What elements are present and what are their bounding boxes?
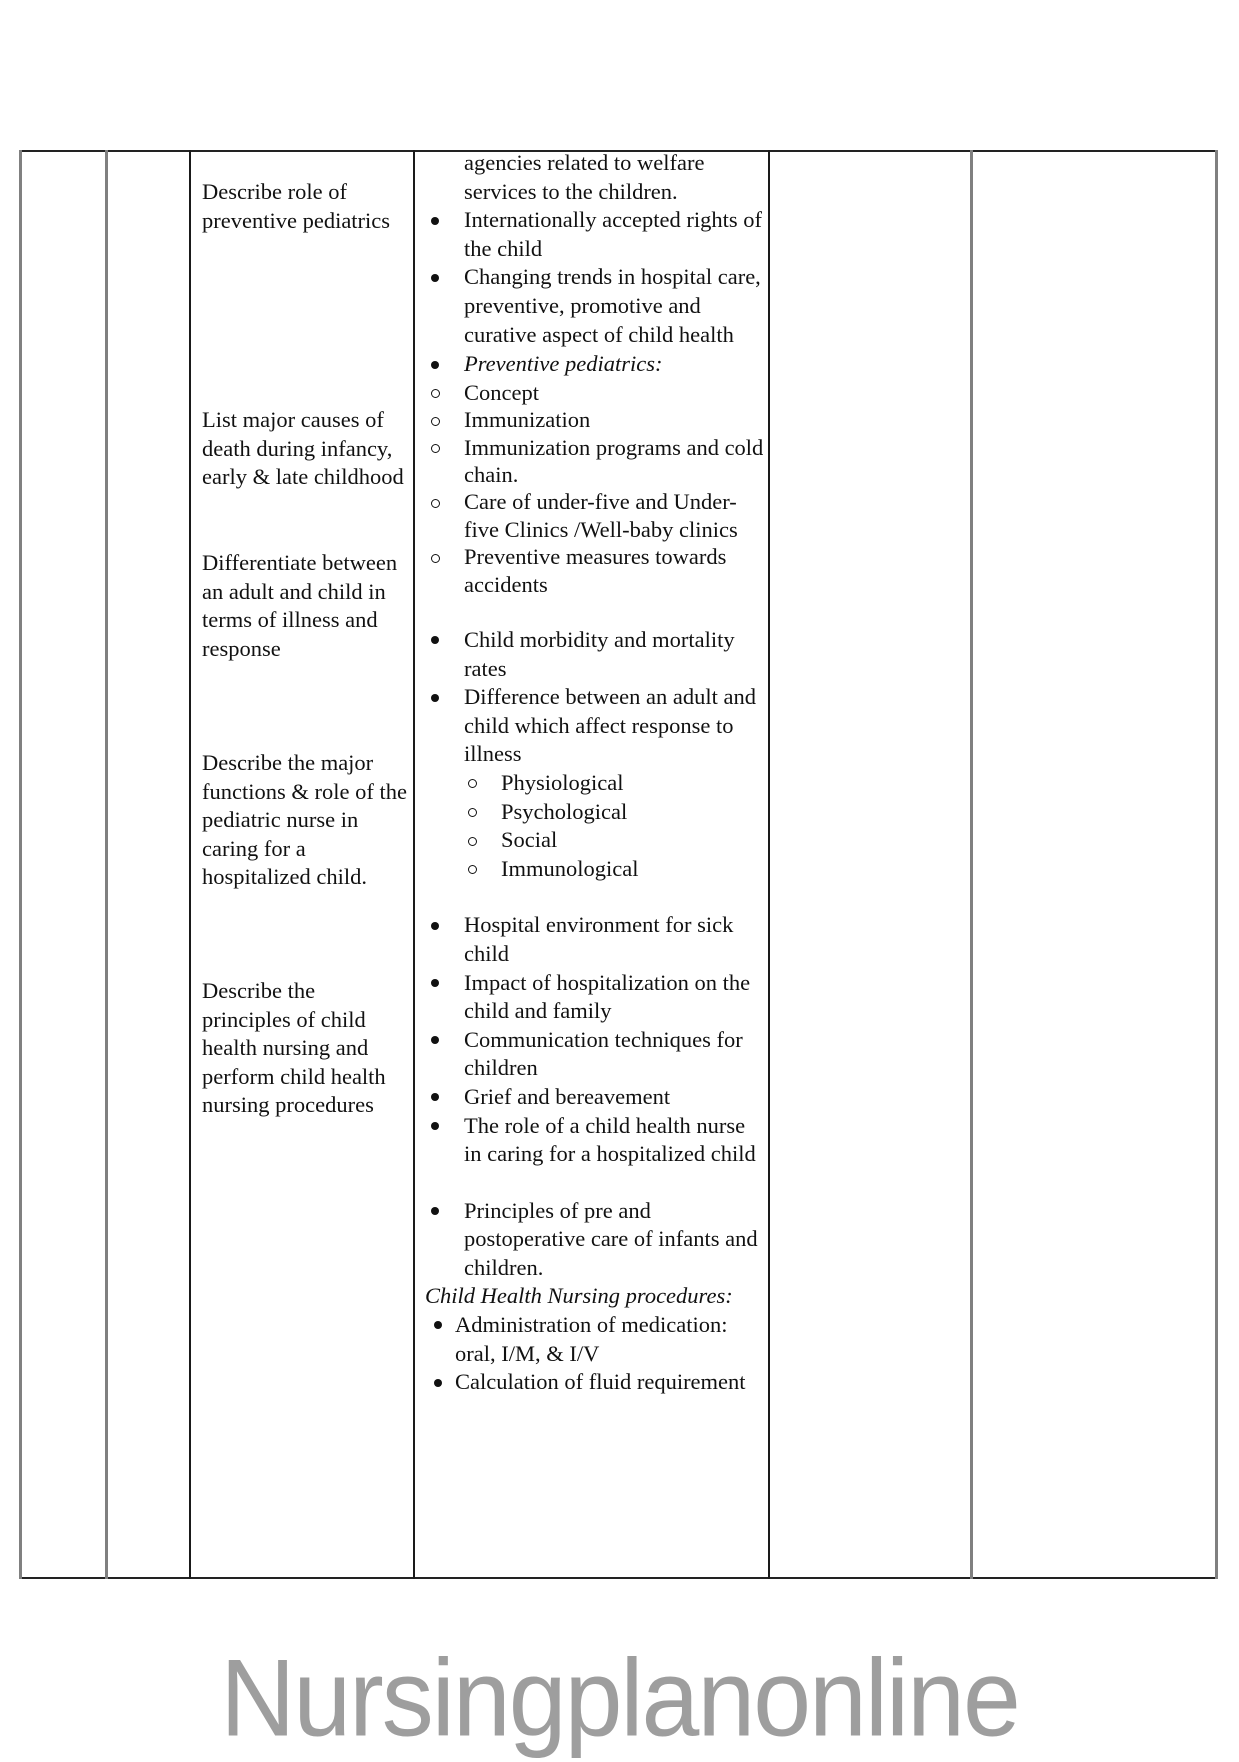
objective-preventive-pediatrics: Describe role of preventive pediatrics	[202, 179, 391, 233]
list-item-preventive-heading	[425, 350, 765, 379]
list-item	[425, 969, 765, 1026]
bullet-icon	[431, 1093, 439, 1101]
bullet-icon	[431, 694, 439, 702]
sub-list-item	[425, 769, 765, 798]
column-divider-1	[105, 150, 108, 1579]
column-divider-5	[970, 150, 973, 1579]
sub-list-item	[425, 855, 765, 884]
list-item	[425, 683, 765, 769]
list-item-text: Child morbidity and mortality rates	[464, 627, 735, 681]
list-item-text: Hospital environment for sick child	[464, 912, 734, 966]
sub-item-text: Preventive measures towards accidents	[464, 544, 727, 597]
sub-item-text: Immunization programs and cold chain.	[464, 434, 764, 487]
sub-item-text: Social	[501, 827, 558, 853]
sub-item-text: Immunization	[464, 407, 591, 433]
circle-bullet-icon	[431, 417, 440, 426]
sub-list-item	[425, 543, 765, 598]
list-item	[425, 1112, 765, 1169]
content-continued-item	[425, 149, 765, 206]
circle-bullet-icon	[468, 865, 477, 874]
list-item-text: Changing trends in hospital care, preventive, promotive and curative aspect of child health	[464, 264, 761, 347]
sub-list-item	[425, 379, 765, 406]
sub-item-text: Care of under-five and Under-five Clinics /Well-baby clinics	[464, 489, 738, 542]
circle-bullet-icon	[468, 808, 477, 817]
column-divider-2	[189, 150, 191, 1579]
preventive-heading: Preventive pediatrics:	[464, 351, 663, 377]
bullet-icon	[431, 922, 439, 930]
table-border-left	[19, 150, 22, 1579]
list-item	[425, 263, 765, 349]
list-item-text: Communication techniques for children	[464, 1026, 743, 1081]
list-item-text: Impact of hospitalization on the child and family	[464, 969, 751, 1024]
bullet-icon	[431, 1207, 439, 1215]
procedure-item	[425, 1311, 765, 1368]
circle-bullet-icon	[468, 837, 477, 846]
list-item-text: Difference between an adult and child which affect response to illness	[464, 684, 756, 767]
sub-list-item	[425, 488, 765, 543]
objective-adult-vs-child: Differentiate between an adult and child in terms of illness and response	[202, 550, 398, 661]
column-divider-3	[413, 150, 415, 1579]
list-item-text: The role of a child health nurse in caring for a hospitalized child	[464, 1112, 756, 1167]
list-item	[425, 206, 765, 263]
sub-list-item	[425, 798, 765, 827]
bullet-icon	[431, 361, 439, 369]
sub-item-text: Psychological	[501, 798, 628, 824]
procedures-heading: Child Health Nursing procedures:	[425, 1283, 733, 1309]
bullet-icon	[431, 979, 439, 987]
sub-item-text: Immunological	[501, 855, 639, 881]
objective-child-health-principles: Describe the principles of child health nursing and perform child health nursing procedures	[202, 978, 386, 1118]
bullet-icon	[434, 1379, 442, 1387]
circle-bullet-icon	[431, 444, 440, 453]
list-item	[425, 911, 765, 968]
bullet-icon	[434, 1321, 442, 1329]
objective-causes-of-death: List major causes of death during infancy, early & late childhood	[202, 407, 404, 490]
circle-bullet-icon	[468, 779, 477, 788]
list-item-text: Principles of pre and postoperative care of infants and children.	[464, 1197, 758, 1280]
sub-list-item	[425, 434, 765, 489]
procedure-item	[425, 1368, 765, 1397]
sub-item-text: Concept	[464, 379, 539, 405]
procedure-item-text: Administration of medication: oral, I/M, & I/V	[455, 1312, 728, 1366]
list-item-text: Grief and bereavement	[464, 1083, 671, 1109]
circle-bullet-icon	[431, 554, 440, 563]
list-item-text: Internationally accepted rights of the child	[464, 207, 763, 261]
list-item	[425, 626, 765, 683]
continued-text: agencies related to welfare services to the children.	[464, 150, 705, 204]
watermark: Nursingplanonline	[220, 1638, 1019, 1760]
bullet-icon	[431, 217, 439, 225]
content-column	[425, 149, 765, 1397]
sub-list-item	[425, 826, 765, 855]
sub-list-item	[425, 406, 765, 433]
objective-pediatric-nurse-role: Describe the major functions & role of the pediatric nurse in caring for a hospitalized child.	[202, 750, 407, 890]
bullet-icon	[431, 636, 439, 644]
list-item	[425, 1026, 765, 1083]
bullet-icon	[431, 1122, 439, 1130]
circle-bullet-icon	[431, 389, 440, 398]
list-item	[425, 1083, 765, 1112]
procedure-item-text: Calculation of fluid requirement	[455, 1369, 746, 1395]
bullet-icon	[431, 1036, 439, 1044]
table-border-right	[1215, 150, 1218, 1579]
bullet-icon	[431, 274, 439, 282]
sub-item-text: Physiological	[501, 769, 624, 795]
list-item	[425, 1197, 765, 1283]
column-divider-4	[768, 150, 770, 1579]
circle-bullet-icon	[431, 499, 440, 508]
